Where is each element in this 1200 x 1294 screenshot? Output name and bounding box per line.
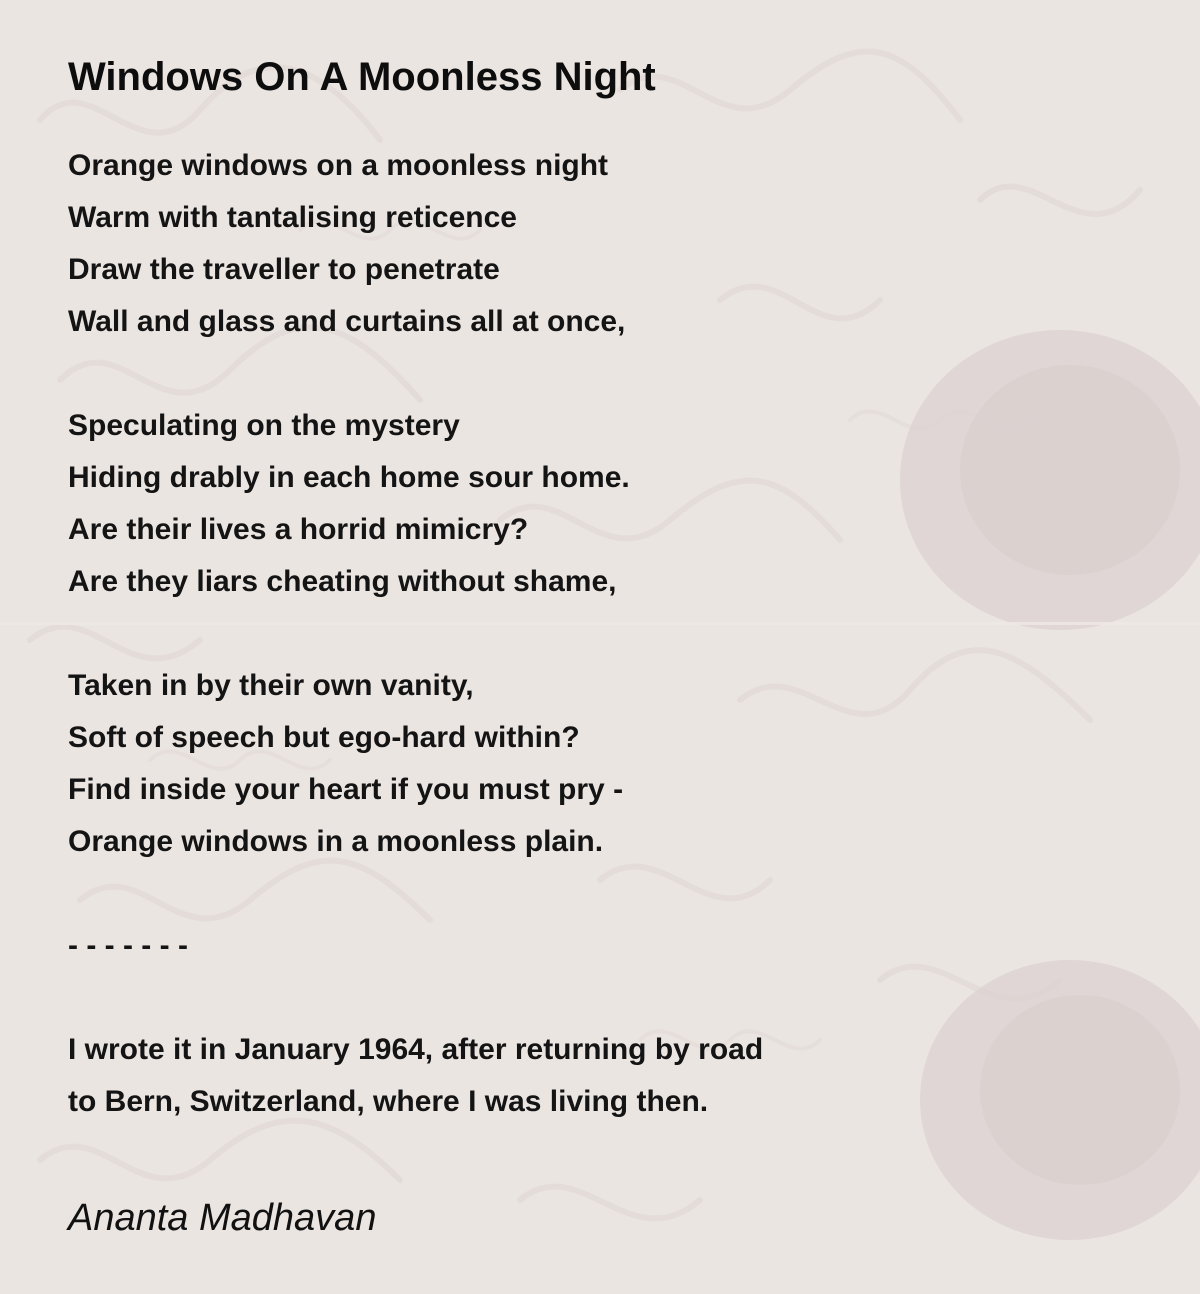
stanza-gap bbox=[68, 972, 1200, 1024]
author-name: Ananta Madhavan bbox=[68, 1197, 377, 1239]
poem-line: Taken in by their own vanity, bbox=[68, 669, 474, 702]
stanza-2 bbox=[68, 400, 1200, 608]
poem-line: Draw the traveller to penetrate bbox=[68, 253, 500, 286]
stanza-gap bbox=[68, 608, 1200, 660]
poem-line: Orange windows on a moonless night bbox=[68, 149, 609, 182]
poem-line: Orange windows in a moonless plain. bbox=[68, 825, 604, 858]
note-line: to Bern, Switzerland, where I was living then. bbox=[68, 1085, 709, 1118]
poem-line: Wall and glass and curtains all at once, bbox=[68, 305, 626, 338]
poem-line: Hiding drably in each home sour home. bbox=[68, 461, 630, 494]
separator-dashes: - - - - - - - bbox=[68, 929, 188, 962]
poem-line: Warm with tantalising reticence bbox=[68, 201, 517, 234]
poem-title: Windows On A Moonless Night bbox=[68, 55, 656, 99]
stanza-3 bbox=[68, 660, 1200, 868]
poem-line: Soft of speech but ego-hard within? bbox=[68, 721, 580, 754]
separator bbox=[68, 920, 1200, 972]
note-line: I wrote it in January 1964, after returning by road bbox=[68, 1033, 764, 1066]
poem-line: Speculating on the mystery bbox=[68, 409, 460, 442]
poem-line: Are their lives a horrid mimicry? bbox=[68, 513, 529, 546]
poem-line: Find inside your heart if you must pry - bbox=[68, 773, 624, 806]
stanza-1 bbox=[68, 140, 1200, 348]
stanza-gap bbox=[68, 868, 1200, 920]
stanza-gap bbox=[68, 348, 1200, 400]
author-note bbox=[68, 1024, 1200, 1128]
poem-line: Are they liars cheating without shame, bbox=[68, 565, 617, 598]
